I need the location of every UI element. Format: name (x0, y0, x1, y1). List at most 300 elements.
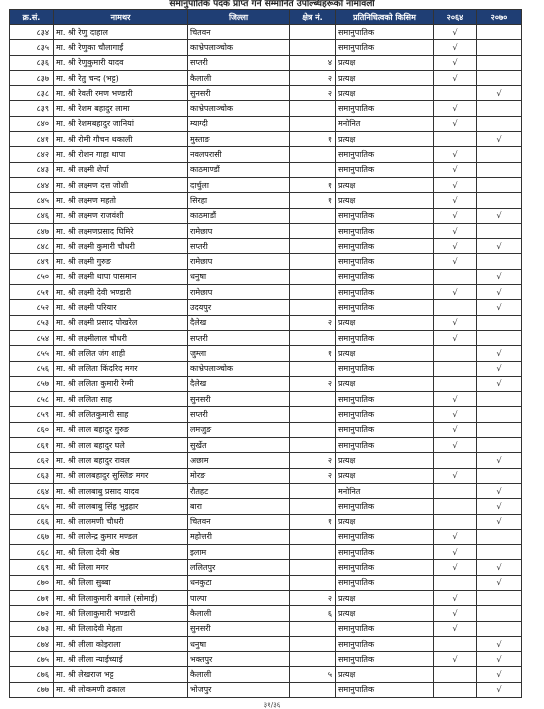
year-2064-cell (434, 269, 477, 284)
district-cell: चितवन (188, 25, 290, 40)
constituency-cell (290, 560, 336, 575)
year-2070-cell (477, 392, 522, 407)
year-2064-cell (434, 300, 477, 315)
name-cell: मा. श्री लक्ष्मणप्रसाद घिमिरे (54, 223, 188, 238)
constituency-cell: २ (290, 70, 336, 85)
year-2070-cell: √ (477, 682, 522, 697)
year-2070-cell (477, 315, 522, 330)
table-row (10, 407, 522, 422)
name-cell: मा. श्री रेणुकुमारी यादव (54, 55, 188, 70)
name-cell: मा. श्री लोकमणी ढकाल (54, 682, 188, 697)
year-2070-cell (477, 590, 522, 605)
name-cell: मा. श्री रेशम बहादुर लामा (54, 101, 188, 116)
year-2064-cell: √ (434, 545, 477, 560)
year-2070-cell: √ (477, 239, 522, 254)
table-row (10, 116, 522, 131)
name-cell: मा. श्री लक्ष्मण राजवंशी (54, 208, 188, 223)
name-cell: मा. श्री रोशन गाहा थापा (54, 147, 188, 162)
representation-cell: प्रत्यक्ष (336, 514, 434, 529)
serial-cell: ८६० (10, 422, 54, 437)
year-2064-cell: √ (434, 177, 477, 192)
name-cell: मा. श्री लक्ष्मी देवी भण्डारी (54, 285, 188, 300)
district-cell: सुनसरी (188, 621, 290, 636)
serial-cell: ८३४ (10, 25, 54, 40)
year-2064-cell: √ (434, 330, 477, 345)
year-2070-cell (477, 40, 522, 55)
year-2064-cell: √ (434, 407, 477, 422)
year-2064-cell: √ (434, 590, 477, 605)
year-2070-cell: √ (477, 132, 522, 147)
year-2064-cell (434, 483, 477, 498)
table-row (10, 269, 522, 284)
serial-cell: ८४७ (10, 223, 54, 238)
representation-cell: मनोनित (336, 483, 434, 498)
table-row (10, 376, 522, 391)
table-row (10, 300, 522, 315)
serial-cell: ८५४ (10, 330, 54, 345)
year-2070-cell: √ (477, 300, 522, 315)
district-cell: धनकुटा (188, 575, 290, 590)
constituency-cell (290, 545, 336, 560)
year-2070-cell (477, 101, 522, 116)
serial-cell: ८४४ (10, 177, 54, 192)
constituency-cell: ५ (290, 667, 336, 682)
serial-cell: ८६३ (10, 468, 54, 483)
district-cell: कैलाली (188, 667, 290, 682)
district-cell: बारा (188, 499, 290, 514)
name-cell: मा. श्री लेखराज भट्ट (54, 667, 188, 682)
year-2070-cell: √ (477, 376, 522, 391)
representation-cell: प्रत्यक्ष (336, 315, 434, 330)
district-cell: मोरङ (188, 468, 290, 483)
district-cell: दार्चुला (188, 177, 290, 192)
constituency-cell: ६ (290, 606, 336, 621)
table-row (10, 346, 522, 361)
serial-cell: ८५५ (10, 346, 54, 361)
year-2070-cell: √ (477, 667, 522, 682)
constituency-cell (290, 529, 336, 544)
serial-cell: ८६४ (10, 483, 54, 498)
constituency-cell (290, 254, 336, 269)
year-2064-cell (434, 667, 477, 682)
district-cell: धनुषा (188, 269, 290, 284)
serial-cell: ८६१ (10, 438, 54, 453)
constituency-cell (290, 621, 336, 636)
table-row (10, 254, 522, 269)
year-2070-cell (477, 223, 522, 238)
constituency-cell: १ (290, 177, 336, 192)
representation-cell: समानुपातिक (336, 621, 434, 636)
district-cell: उदयपुर (188, 300, 290, 315)
name-cell: मा. श्री लक्ष्मी थापा पासमान (54, 269, 188, 284)
name-cell: मा. श्री रेणुका चौलागाईं (54, 40, 188, 55)
year-2064-cell: √ (434, 162, 477, 177)
serial-cell: ८७० (10, 575, 54, 590)
name-cell: मा. श्री लिलादेवी मेहता (54, 621, 188, 636)
representation-cell: प्रत्यक्ष (336, 193, 434, 208)
constituency-cell (290, 162, 336, 177)
year-2064-cell: √ (434, 652, 477, 667)
representation-cell: समानुपातिक (336, 254, 434, 269)
page-title: समानुपातिक पदक प्राप्त गर्न सम्मानित उपल्ब्धिहरूको नामावली (169, 0, 375, 9)
representation-cell: समानुपातिक (336, 330, 434, 345)
table-row (10, 147, 522, 162)
district-cell: अछाम (188, 453, 290, 468)
serial-cell: ८४९ (10, 254, 54, 269)
serial-cell: ८७१ (10, 590, 54, 605)
representation-cell: प्रत्यक्ष (336, 590, 434, 605)
district-cell: लमजुङ (188, 422, 290, 437)
name-cell: मा. श्री लाल बहादुर गुरुङ (54, 422, 188, 437)
serial-cell: ८५७ (10, 376, 54, 391)
table-row (10, 55, 522, 70)
table-row (10, 177, 522, 192)
serial-cell: ८४१ (10, 132, 54, 147)
name-cell: मा. श्री लिला देवी श्रेष्ठ (54, 545, 188, 560)
representation-cell: समानुपातिक (336, 636, 434, 651)
serial-cell: ८६९ (10, 560, 54, 575)
district-cell: काठमाण्डौं (188, 162, 290, 177)
year-2064-cell (434, 86, 477, 101)
name-cell: मा. श्री लक्ष्मीलाल चौधरी (54, 330, 188, 345)
year-2064-cell (434, 132, 477, 147)
year-2064-cell: √ (434, 223, 477, 238)
constituency-cell: १ (290, 346, 336, 361)
constituency-cell (290, 330, 336, 345)
serial-cell: ८७५ (10, 652, 54, 667)
table-row (10, 453, 522, 468)
district-cell: कैलाली (188, 70, 290, 85)
header-name: नामथर (54, 10, 188, 25)
representation-cell: समानुपातिक (336, 682, 434, 697)
year-2070-cell: √ (477, 499, 522, 514)
year-2070-cell (477, 606, 522, 621)
year-2070-cell (477, 422, 522, 437)
year-2070-cell (477, 330, 522, 345)
constituency-cell (290, 575, 336, 590)
constituency-cell (290, 483, 336, 498)
district-cell: सप्तरी (188, 239, 290, 254)
year-2064-cell: √ (434, 529, 477, 544)
name-cell: मा. श्री लालमणी चौधरी (54, 514, 188, 529)
year-2070-cell (477, 25, 522, 40)
name-cell: मा. श्री लक्ष्मण महतो (54, 193, 188, 208)
table-row (10, 193, 522, 208)
constituency-cell (290, 269, 336, 284)
district-cell: सुनसरी (188, 392, 290, 407)
representation-cell: समानुपातिक (336, 239, 434, 254)
representation-cell: समानुपातिक (336, 529, 434, 544)
serial-cell: ८५१ (10, 285, 54, 300)
serial-cell: ८३९ (10, 101, 54, 116)
representation-cell: प्रत्यक्ष (336, 86, 434, 101)
representation-cell: समानुपातिक (336, 545, 434, 560)
representation-cell: समानुपातिक (336, 285, 434, 300)
name-cell: मा. श्री लक्ष्मी परियार (54, 300, 188, 315)
header-district: जिल्ला (188, 10, 290, 25)
serial-cell: ८४८ (10, 239, 54, 254)
year-2064-cell (434, 636, 477, 651)
serial-cell: ८५६ (10, 361, 54, 376)
name-cell: मा. श्री ललिता किंदरिद मगर (54, 361, 188, 376)
serial-cell: ८६२ (10, 453, 54, 468)
year-2070-cell: √ (477, 285, 522, 300)
constituency-cell (290, 239, 336, 254)
table-row (10, 285, 522, 300)
representation-cell: समानुपातिक (336, 407, 434, 422)
serial-cell: ८५८ (10, 392, 54, 407)
page-number: ३१/३६ (263, 701, 281, 709)
name-cell: मा. श्री लक्ष्मी प्रसाद पोखरेल (54, 315, 188, 330)
representation-cell: मनोनित (336, 116, 434, 131)
serial-cell: ८४३ (10, 162, 54, 177)
year-2070-cell (477, 193, 522, 208)
district-cell: काठमाडौं (188, 208, 290, 223)
header-year-2070: २०७० (477, 10, 522, 25)
district-cell: काभ्रेपलाञ्चोक (188, 40, 290, 55)
district-cell: चितवन (188, 514, 290, 529)
district-cell: मुस्ताङ (188, 132, 290, 147)
constituency-cell: २ (290, 86, 336, 101)
constituency-cell (290, 101, 336, 116)
year-2064-cell (434, 453, 477, 468)
year-2070-cell: √ (477, 346, 522, 361)
district-cell: इलाम (188, 545, 290, 560)
year-2064-cell (434, 361, 477, 376)
table-row (10, 483, 522, 498)
year-2064-cell: √ (434, 239, 477, 254)
district-cell: सुनसरी (188, 86, 290, 101)
serial-cell: ८४५ (10, 193, 54, 208)
name-cell: मा. श्री लिलाकुमारी भण्डारी (54, 606, 188, 621)
constituency-cell (290, 25, 336, 40)
name-cell: मा. श्री लिलाकुमारी बगाले (सोमाई) (54, 590, 188, 605)
constituency-cell (290, 652, 336, 667)
name-cell: मा. श्री लक्ष्मी कुमारी चौधरी (54, 239, 188, 254)
district-cell: रामेछाप (188, 254, 290, 269)
name-cell: मा. श्री लीला न्याईच्याई (54, 652, 188, 667)
name-cell: मा. श्री लालबाबु प्रसाद यादव (54, 483, 188, 498)
representation-cell: प्रत्यक्ष (336, 667, 434, 682)
constituency-cell (290, 499, 336, 514)
district-cell: नवलपरासी (188, 147, 290, 162)
year-2064-cell: √ (434, 116, 477, 131)
year-2064-cell: √ (434, 101, 477, 116)
serial-cell: ८६६ (10, 514, 54, 529)
year-2064-cell: √ (434, 147, 477, 162)
representation-cell: समानुपातिक (336, 575, 434, 590)
name-cell: मा. श्री रेशमबहादुर जानियां (54, 116, 188, 131)
representation-cell: समानुपातिक (336, 422, 434, 437)
table-row (10, 315, 522, 330)
name-cell: मा. श्री रेतु चन्द (भट्ट) (54, 70, 188, 85)
district-cell: सिरहा (188, 193, 290, 208)
representation-cell: समानुपातिक (336, 438, 434, 453)
table-header-row (10, 10, 522, 25)
name-cell: मा. श्री ललिता कुमारी रेग्मी (54, 376, 188, 391)
representation-cell: समानुपातिक (336, 40, 434, 55)
year-2064-cell: √ (434, 40, 477, 55)
table-row (10, 162, 522, 177)
serial-cell: ८३५ (10, 40, 54, 55)
serial-cell: ८३७ (10, 70, 54, 85)
representation-cell: समानुपातिक (336, 147, 434, 162)
table-row (10, 330, 522, 345)
representation-cell: समानुपातिक (336, 560, 434, 575)
table-row (10, 621, 522, 636)
serial-cell: ८६८ (10, 545, 54, 560)
district-cell: सप्तरी (188, 407, 290, 422)
year-2064-cell (434, 346, 477, 361)
constituency-cell (290, 682, 336, 697)
name-cell: मा. श्री लिला मगर (54, 560, 188, 575)
constituency-cell: १ (290, 193, 336, 208)
district-cell: रामेछाप (188, 223, 290, 238)
table-row (10, 606, 522, 621)
serial-cell: ८७३ (10, 621, 54, 636)
year-2064-cell: √ (434, 55, 477, 70)
name-cell: मा. श्री लक्ष्मी शेर्पा (54, 162, 188, 177)
constituency-cell: २ (290, 315, 336, 330)
district-cell: भक्तपुर (188, 652, 290, 667)
constituency-cell: २ (290, 468, 336, 483)
serial-cell: ८६५ (10, 499, 54, 514)
year-2064-cell: √ (434, 193, 477, 208)
year-2064-cell (434, 376, 477, 391)
year-2064-cell: √ (434, 468, 477, 483)
year-2064-cell: √ (434, 606, 477, 621)
table-row (10, 132, 522, 147)
representation-cell: समानुपातिक (336, 361, 434, 376)
year-2070-cell (477, 162, 522, 177)
year-2064-cell (434, 499, 477, 514)
district-cell: जुम्ला (188, 346, 290, 361)
name-cell: मा. श्री लक्ष्मी गुरुङ (54, 254, 188, 269)
table-row (10, 652, 522, 667)
name-cell: मा. श्री ललिता साह (54, 392, 188, 407)
serial-cell: ८७४ (10, 636, 54, 651)
table-row (10, 86, 522, 101)
name-cell: मा. श्री लिला सुब्बा (54, 575, 188, 590)
representation-cell: प्रत्यक्ष (336, 453, 434, 468)
name-cell: मा. श्री रोमी गौचन थकाली (54, 132, 188, 147)
year-2070-cell: √ (477, 269, 522, 284)
constituency-cell: २ (290, 376, 336, 391)
district-cell: काभ्रेपलाञ्चोक (188, 101, 290, 116)
constituency-cell: २ (290, 590, 336, 605)
table-row (10, 361, 522, 376)
year-2070-cell: √ (477, 636, 522, 651)
serial-cell: ८५२ (10, 300, 54, 315)
table-row (10, 392, 522, 407)
district-cell: सप्तरी (188, 330, 290, 345)
district-cell: दैलेख (188, 376, 290, 391)
district-cell: रामेछाप (188, 285, 290, 300)
constituency-cell (290, 208, 336, 223)
representation-cell: प्रत्यक्ष (336, 70, 434, 85)
name-cell: मा. श्री लालेन्द्र कुमार मण्डल (54, 529, 188, 544)
name-cell: मा. श्री लालबहादुर सुस्लिङ मगर (54, 468, 188, 483)
table-row (10, 667, 522, 682)
representation-cell: समानुपातिक (336, 392, 434, 407)
serial-cell: ८६७ (10, 529, 54, 544)
table-body (10, 25, 522, 698)
serial-cell: ८५९ (10, 407, 54, 422)
constituency-cell: १ (290, 514, 336, 529)
table-row (10, 575, 522, 590)
year-2070-cell: √ (477, 560, 522, 575)
table-row (10, 25, 522, 40)
serial-cell: ८७६ (10, 667, 54, 682)
constituency-cell (290, 361, 336, 376)
table-row (10, 560, 522, 575)
year-2070-cell (477, 70, 522, 85)
district-cell: पाल्पा (188, 590, 290, 605)
name-cell: मा. श्री लीला कोइराला (54, 636, 188, 651)
district-cell: म्याग्दी (188, 116, 290, 131)
table-row (10, 529, 522, 544)
table-row (10, 438, 522, 453)
serial-cell: ८७२ (10, 606, 54, 621)
representation-cell: समानुपातिक (336, 101, 434, 116)
year-2064-cell: √ (434, 285, 477, 300)
year-2064-cell: √ (434, 422, 477, 437)
representation-cell: प्रत्यक्ष (336, 132, 434, 147)
members-table (9, 9, 522, 698)
district-cell: सप्तरी (188, 55, 290, 70)
representation-cell: प्रत्यक्ष (336, 55, 434, 70)
year-2064-cell: √ (434, 70, 477, 85)
constituency-cell (290, 438, 336, 453)
serial-cell: ८३८ (10, 86, 54, 101)
year-2064-cell: √ (434, 254, 477, 269)
year-2070-cell: √ (477, 514, 522, 529)
district-cell: काभ्रेपलाञ्चोक (188, 361, 290, 376)
serial-cell: ८४६ (10, 208, 54, 223)
year-2064-cell: √ (434, 560, 477, 575)
table-row (10, 223, 522, 238)
year-2070-cell: √ (477, 483, 522, 498)
header-representation-type: प्रतिनिधित्वको किसिम (336, 10, 434, 25)
year-2070-cell: √ (477, 361, 522, 376)
table-row (10, 422, 522, 437)
constituency-cell (290, 636, 336, 651)
year-2070-cell (477, 438, 522, 453)
header-serial: क्र.सं. (10, 10, 54, 25)
name-cell: मा. श्री लक्ष्मण दत्त जोशी (54, 177, 188, 192)
representation-cell: समानुपातिक (336, 499, 434, 514)
constituency-cell: १ (290, 132, 336, 147)
representation-cell: समानुपातिक (336, 162, 434, 177)
year-2064-cell (434, 575, 477, 590)
year-2070-cell (477, 545, 522, 560)
year-2064-cell: √ (434, 208, 477, 223)
constituency-cell (290, 147, 336, 162)
year-2070-cell: √ (477, 453, 522, 468)
representation-cell: समानुपातिक (336, 652, 434, 667)
constituency-cell: ४ (290, 55, 336, 70)
name-cell: मा. श्री ललित जंग शाही (54, 346, 188, 361)
year-2070-cell: √ (477, 652, 522, 667)
constituency-cell (290, 223, 336, 238)
year-2070-cell (477, 254, 522, 269)
table-row (10, 682, 522, 697)
year-2070-cell (477, 621, 522, 636)
name-cell: मा. श्री लाल बहादुर घले (54, 438, 188, 453)
district-cell: रौतहट (188, 483, 290, 498)
constituency-cell: २ (290, 453, 336, 468)
representation-cell: प्रत्यक्ष (336, 177, 434, 192)
